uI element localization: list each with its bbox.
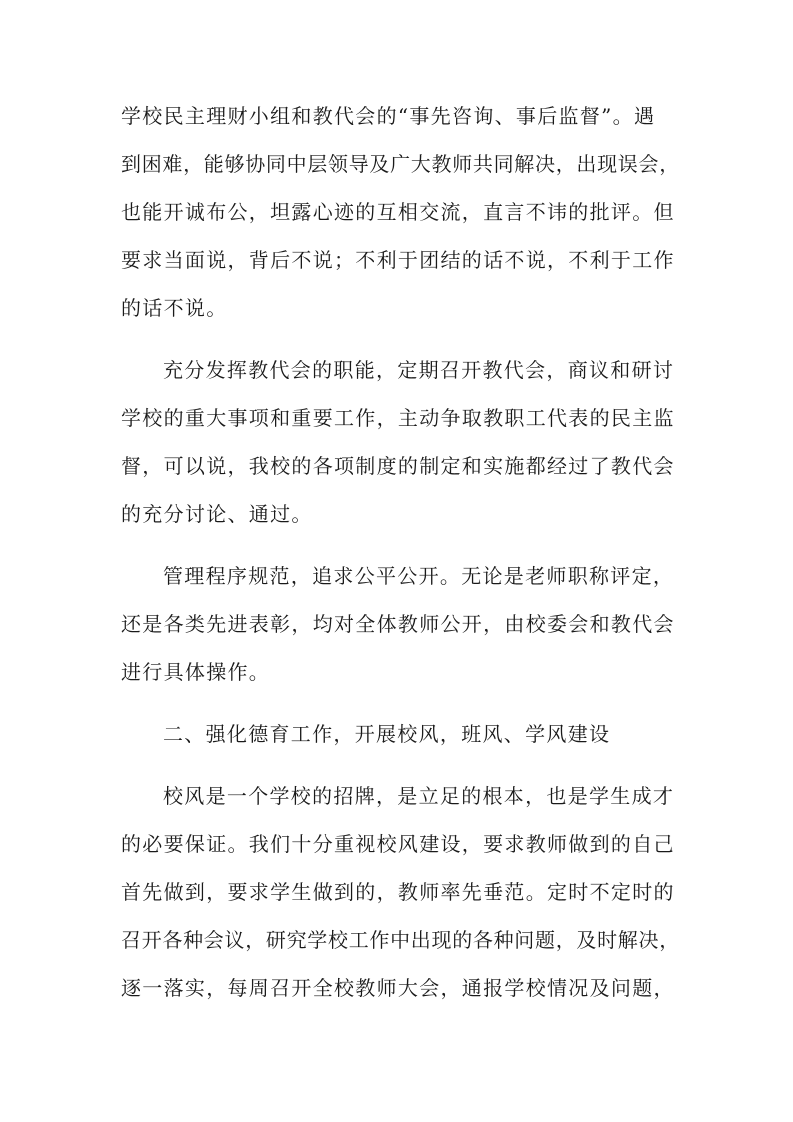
paragraph-1-line-5: 的话不说。 [121,296,228,320]
paragraph-5-line-5: 逐一落实，每周召开全校教师大会，通报学校情况及问题， [121,976,675,1000]
paragraph-1-line-4: 要求当面说，背后不说；不利于团结的话不说，不利于工作 [121,248,675,272]
paragraph-5-line-2: 的必要保证。我们十分重视校风建设，要求教师做到的自己 [121,832,675,856]
paragraph-5-line-3: 首先做到，要求学生做到的，教师率先垂范。定时不定时的 [121,880,675,904]
paragraph-2-line-4: 的充分讨论、通过。 [121,502,313,526]
paragraph-1-line-2: 到困难，能够协同中层领导及广大教师共同解决，出现误会， [121,152,680,176]
paragraph-1-line-1: 学校民主理财小组和教代会的“事先咨询、事后监督”。遇 [121,104,656,128]
section-heading: 二、强化德育工作，开展校风，班风、学风建设 [163,722,611,746]
paragraph-5-line-4: 召开各种会议，研究学校工作中出现的各种问题，及时解决， [121,928,680,952]
paragraph-2-line-1: 充分发挥教代会的职能，定期召开教代会，商议和研讨 [163,358,675,382]
paragraph-2-line-3: 督，可以说，我校的各项制度的制定和实施都经过了教代会 [121,454,675,478]
paragraph-2-line-2: 学校的重大事项和重要工作，主动争取教职工代表的民主监 [121,406,675,430]
paragraph-3-line-3: 进行具体操作。 [121,660,271,684]
paragraph-3-line-1: 管理程序规范，追求公平公开。无论是老师职称评定， [163,564,675,588]
paragraph-1-line-3: 也能开诚布公，坦露心迹的互相交流，直言不讳的批评。但 [121,200,675,224]
paragraph-5-line-1: 校风是一个学校的招牌，是立足的根本，也是学生成才 [163,784,675,808]
paragraph-3-line-2: 还是各类先进表彰，均对全体教师公开，由校委会和教代会 [121,612,675,636]
